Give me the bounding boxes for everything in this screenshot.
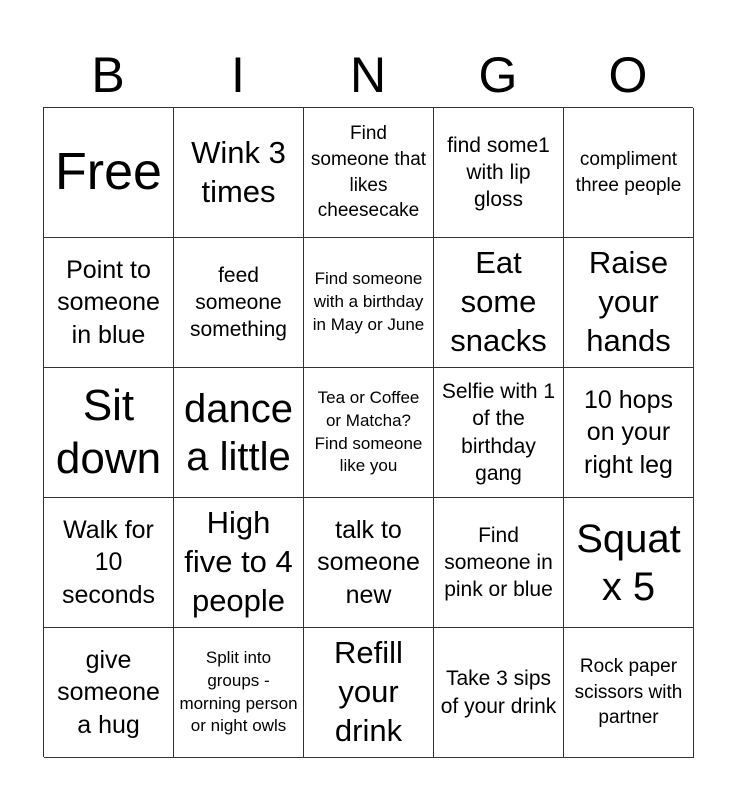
cell-label: Point to someone in blue <box>57 255 160 349</box>
bingo-cell[interactable] <box>564 498 694 628</box>
bingo-cell[interactable] <box>304 628 434 758</box>
bingo-cell[interactable] <box>44 628 174 758</box>
cell-label: Tea or Coffee or Matcha? Find someone like you <box>314 387 423 476</box>
bingo-cell[interactable] <box>44 498 174 628</box>
cell-label: Eat some snacks <box>450 245 547 358</box>
bingo-cell[interactable] <box>44 368 174 498</box>
bingo-cell[interactable] <box>564 628 694 758</box>
cell-label: High five to 4 people <box>184 505 293 618</box>
bingo-cell[interactable] <box>174 368 304 498</box>
cell-label: Find someone that likes cheesecake <box>310 123 427 222</box>
bingo-cell[interactable] <box>564 108 694 238</box>
cell-label: compliment three people <box>575 148 682 196</box>
header-letter-g: G <box>478 47 518 103</box>
cell-label: give someone a hug <box>57 645 160 739</box>
cell-label: talk to someone new <box>317 515 420 609</box>
bingo-board <box>43 107 693 757</box>
bingo-cell[interactable] <box>174 108 304 238</box>
cell-label: feed someone something <box>190 263 287 342</box>
header-letter-b: B <box>91 47 125 103</box>
cell-label: Split into groups - morning person or night owls <box>179 647 298 736</box>
bingo-cell[interactable] <box>174 238 304 368</box>
cell-label: Find someone with a birthday in May or June <box>312 269 425 334</box>
cell-label: Free <box>55 142 162 201</box>
cell-label: Wink 3 times <box>191 134 286 209</box>
bingo-cell[interactable] <box>304 368 434 498</box>
bingo-cell[interactable] <box>564 368 694 498</box>
bingo-cell[interactable] <box>304 108 434 238</box>
cell-label: Refill your drink <box>334 635 403 748</box>
cell-label: Selfie with 1 of the birthday gang <box>441 379 556 485</box>
bingo-cell-free[interactable] <box>44 108 174 238</box>
bingo-cell[interactable] <box>564 238 694 368</box>
bingo-cell[interactable] <box>434 628 564 758</box>
bingo-cell[interactable] <box>434 368 564 498</box>
cell-label: Walk for 10 seconds <box>61 515 156 609</box>
bingo-cell[interactable] <box>174 498 304 628</box>
bingo-cell[interactable] <box>44 238 174 368</box>
bingo-cell[interactable] <box>434 108 564 238</box>
cell-label: Take 3 sips of your drink <box>440 667 557 718</box>
bingo-cell[interactable] <box>304 498 434 628</box>
header-letter-n: N <box>349 47 387 103</box>
cell-label: dance a little <box>184 386 293 479</box>
bingo-header <box>43 42 693 108</box>
bingo-cell[interactable] <box>434 238 564 368</box>
header-letter-o: O <box>608 47 648 103</box>
bingo-cell[interactable] <box>304 238 434 368</box>
bingo-cell[interactable] <box>174 628 304 758</box>
cell-label: Squat x 5 <box>576 516 681 609</box>
bingo-cell[interactable] <box>434 498 564 628</box>
cell-label: find some1 with lip gloss <box>447 133 550 212</box>
cell-label: Find someone in pink or blue <box>444 523 553 602</box>
cell-label: Rock paper scissors with partner <box>574 656 683 729</box>
cell-label: Raise your hands <box>586 245 671 358</box>
cell-label: 10 hops on your right leg <box>584 385 673 479</box>
header-letter-i: I <box>231 47 245 103</box>
cell-label: Sit down <box>55 380 162 483</box>
